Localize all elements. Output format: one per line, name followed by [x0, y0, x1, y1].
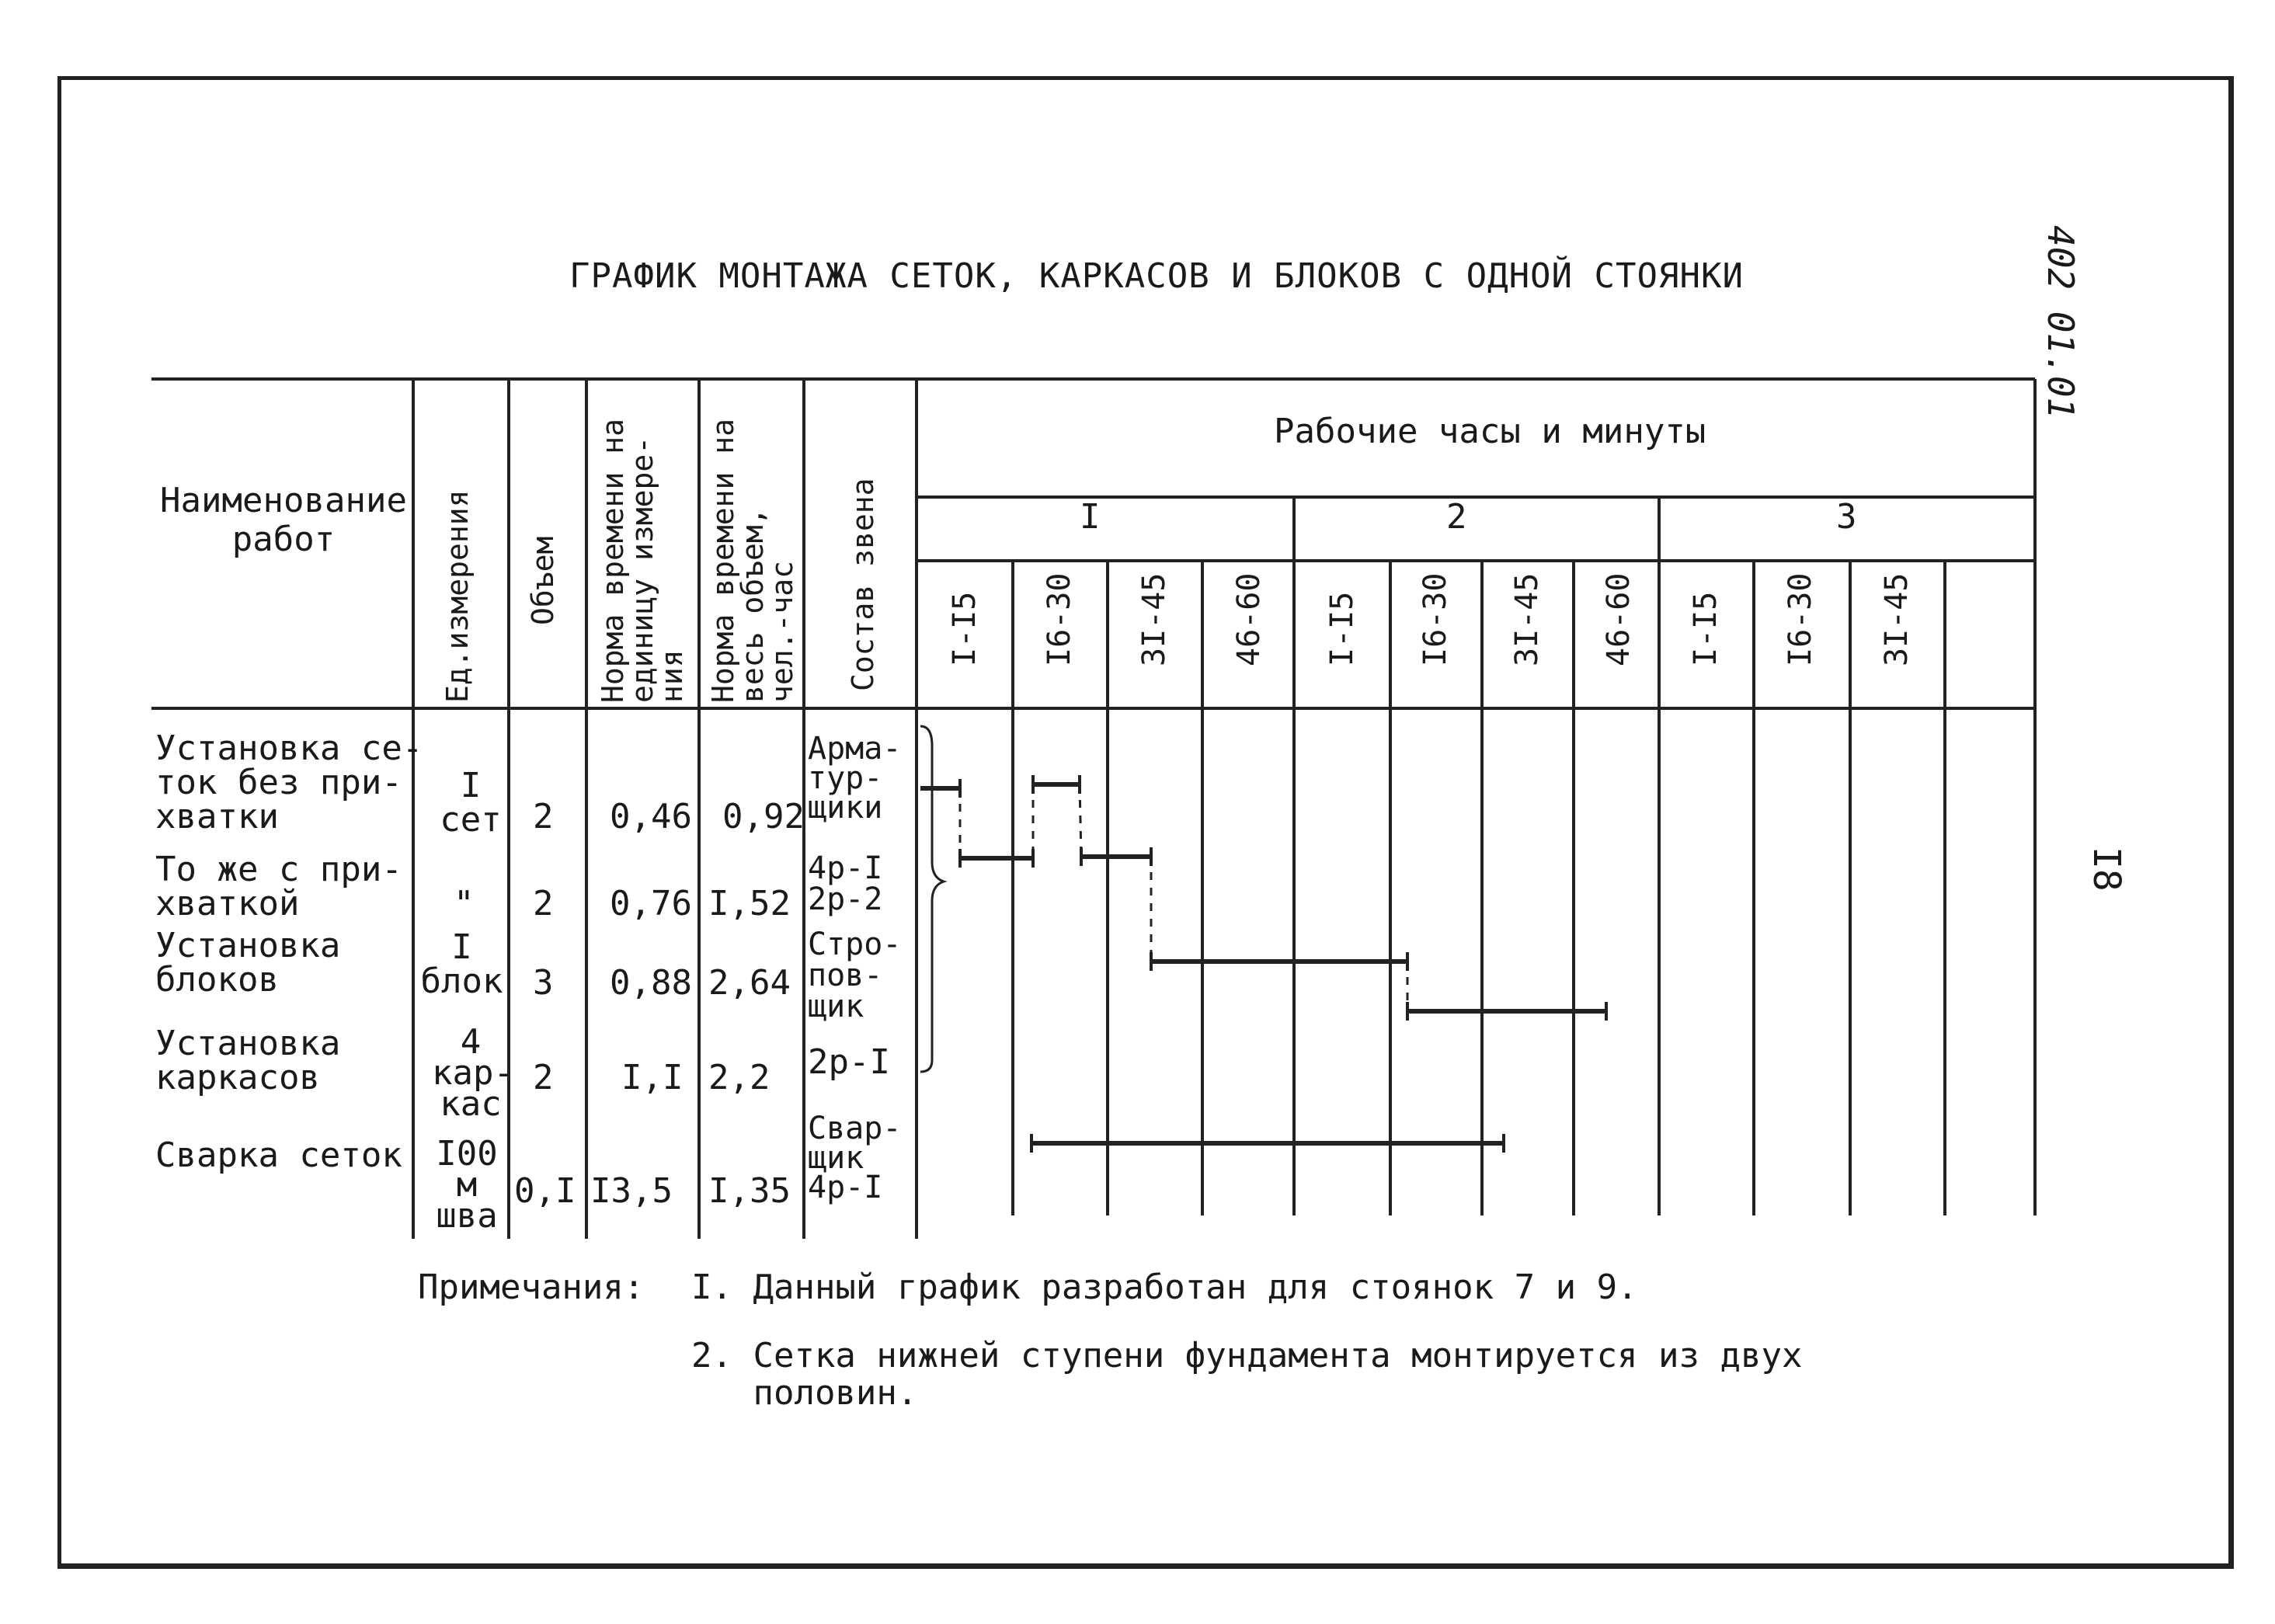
row-5-unit: I00 м шва: [436, 1134, 498, 1236]
row-3-norm-total: 2,64: [708, 963, 791, 1003]
header-work-name: Наименование работ: [160, 481, 407, 559]
notes-label: Примечания:: [418, 1268, 645, 1307]
minute-tick: 3I-45: [1879, 572, 1915, 666]
row-5-crew: Свар- щик 4р-I: [808, 1111, 902, 1205]
row-5-name: Сварка сеток: [155, 1135, 402, 1175]
row-4-norm-total: 2,2: [708, 1058, 771, 1097]
row-1-crew: Арма- тур- щики: [808, 731, 902, 826]
row-4-unit: 4 кар- кас: [432, 1022, 514, 1124]
minute-tick: I-I5: [1324, 591, 1360, 666]
minute-tick: I-I5: [1688, 591, 1724, 666]
row-1-norm-total: 0,92: [722, 797, 805, 836]
row-4-crew: 2р-I: [808, 1042, 890, 1082]
document-title: ГРАФИК МОНТАЖА СЕТОК, КАРКАСОВ И БЛОКОВ С ОДНОЙ СТОЯНКИ: [569, 256, 1744, 296]
hour-group-1: I: [1080, 497, 1101, 537]
header-volume: Объем: [526, 536, 560, 625]
row-5-norm-unit: I3,5: [590, 1171, 673, 1211]
header-crew: Состав звена: [846, 478, 880, 691]
header-unit: Ед.измерения: [440, 489, 475, 703]
minute-tick: 46-60: [1231, 572, 1267, 666]
row-4-name: Установка каркасов: [155, 1024, 341, 1097]
row-5-volume: 0,I: [514, 1171, 576, 1211]
row-2-norm-unit: 0,76: [610, 884, 692, 923]
page-number: I8: [2085, 847, 2128, 892]
minute-tick: 46-60: [1601, 572, 1637, 666]
crew-brace: [920, 726, 944, 1072]
row-2-unit: ": [454, 884, 475, 923]
row-2-norm-total: I,52: [708, 884, 791, 923]
row-1-name: Установка се- ток без при- хватки: [155, 729, 423, 836]
note-item-2: 2. Сетка нижней ступени фундамента монтируется из двух половин.: [691, 1336, 1803, 1413]
header-norm-unit: Норма времени на единицу измере- ния: [596, 418, 689, 703]
row-2-volume: 2: [533, 884, 554, 923]
row-2-crew: 4р-I 2р-2: [808, 850, 883, 917]
header-norm-total: Норма времени на весь объем, чел.-час: [706, 418, 799, 703]
minute-tick: I6-30: [1418, 572, 1453, 666]
document-code: 402 01.01: [2040, 225, 2082, 419]
row-3-name: Установка блоков: [155, 926, 341, 1000]
row-3-norm-unit: 0,88: [610, 963, 692, 1003]
row-4-norm-unit: I,I: [621, 1058, 684, 1097]
row-1-unit: I сет: [440, 766, 502, 840]
row-3-unit: I блок: [420, 927, 503, 1001]
minute-tick: I6-30: [1042, 572, 1077, 666]
row-2-name: То же с при- хваткой: [155, 850, 402, 923]
minute-tick: I-I5: [947, 591, 983, 666]
hour-group-2: 2: [1446, 497, 1467, 537]
row-4-volume: 2: [533, 1058, 554, 1097]
minute-tick: 3I-45: [1136, 572, 1172, 666]
row-3-crew: Стро- пов- щик: [808, 927, 902, 1024]
row-1-volume: 2: [533, 797, 554, 836]
row-3-volume: 3: [533, 963, 554, 1003]
minute-tick: I6-30: [1783, 572, 1818, 666]
hour-group-3: 3: [1836, 497, 1857, 537]
header-working-hours: Рабочие часы и минуты: [1274, 412, 1706, 451]
note-item-1: I. Данный график разработан для стоянок 7 и 9.: [691, 1268, 1638, 1307]
minute-tick: 3I-45: [1509, 572, 1545, 666]
row-5-norm-total: I,35: [708, 1171, 791, 1211]
row-1-norm-unit: 0,46: [610, 797, 692, 836]
